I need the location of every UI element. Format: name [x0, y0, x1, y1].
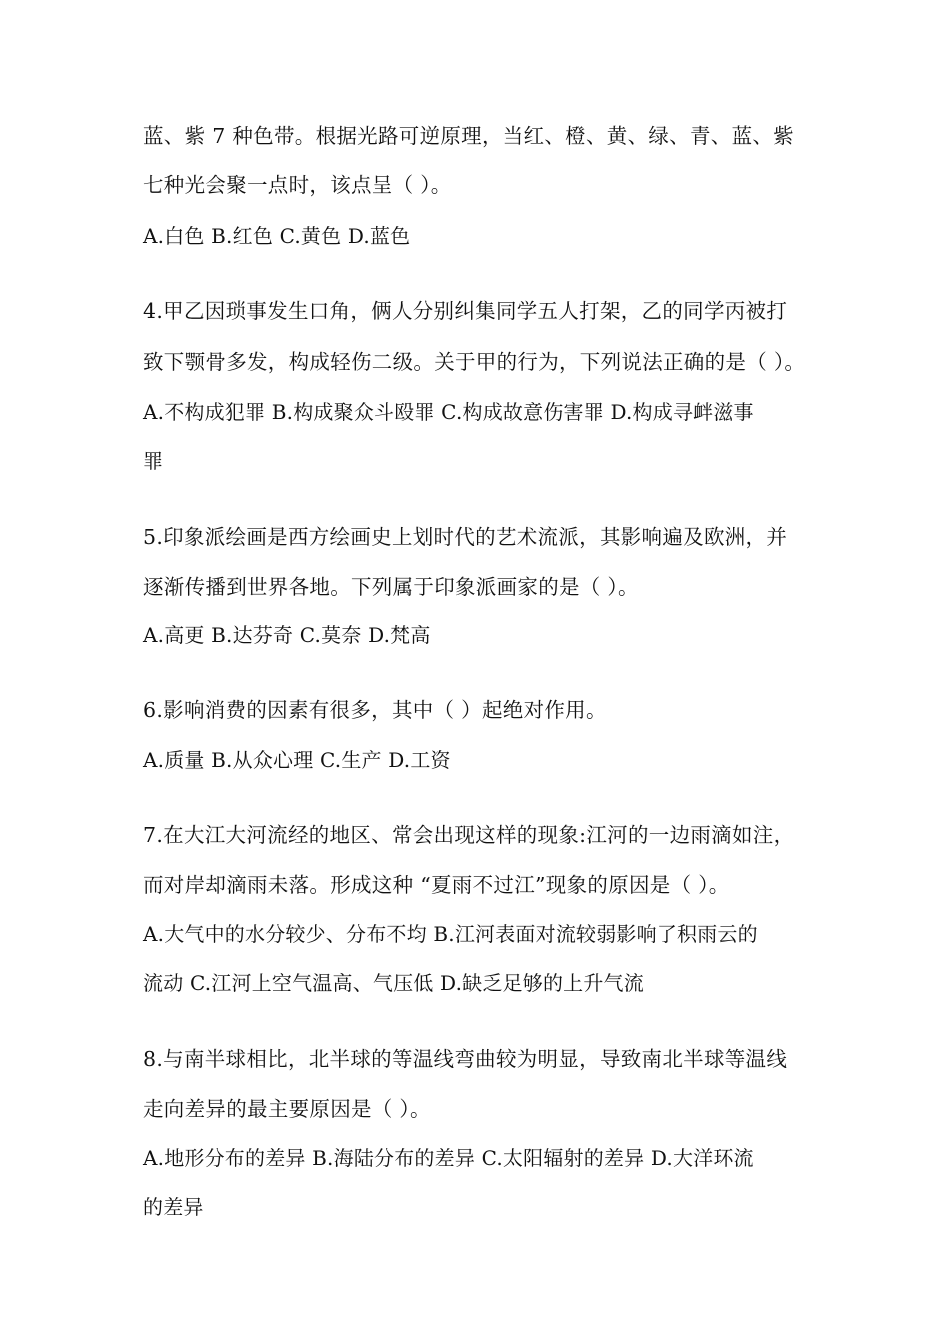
- question-3-options: A.白色 B.红色 C.黄色 D.蓝色: [143, 224, 411, 248]
- question-7-line-2: 而对岸却滴雨未落。形成这种 “夏雨不过江”现象的原因是（ ）。: [143, 873, 730, 897]
- question-5-line-1: 5.印象派绘画是西方绘画史上划时代的艺术流派，其影响遍及欧洲，并: [143, 525, 788, 549]
- question-7-options-line-2: 流动 C.江河上空气温高、气压低 D.缺乏足够的上升气流: [143, 971, 644, 995]
- question-6-line-1: 6.影响消费的因素有很多，其中（ ）起绝对作用。: [143, 698, 607, 722]
- question-4-options-line-1: A.不构成犯罪 B.构成聚众斗殴罪 C.构成故意伤害罪 D.构成寻衅滋事: [143, 400, 754, 424]
- question-5-options: A.高更 B.达芬奇 C.莫奈 D.梵高: [143, 623, 431, 647]
- question-3-line-2: 七种光会聚一点时，该点呈（ ）。: [143, 173, 452, 197]
- question-7-options-line-1: A.大气中的水分较少、分布不均 B.江河表面对流较弱影响了积雨云的: [143, 922, 758, 946]
- question-8-line-2: 走向差异的最主要原因是（ ）。: [143, 1097, 431, 1121]
- question-8-options-line-2: 的差异: [143, 1195, 204, 1219]
- question-4-line-2: 致下颚骨多发，构成轻伤二级。关于甲的行为，下列说法正确的是（ ）。: [143, 350, 806, 374]
- question-4-line-1: 4.甲乙因琐事发生口角，俩人分别纠集同学五人打架，乙的同学丙被打: [143, 299, 788, 323]
- question-7-line-1: 7.在大江大河流经的地区、常会出现这样的现象:江河的一边雨滴如注，: [143, 823, 795, 847]
- question-4-options-line-2: 罪: [143, 449, 164, 473]
- question-3-line-1: 蓝、紫 7 种色带。根据光路可逆原理，当红、橙、黄、绿、青、蓝、紫: [143, 124, 794, 148]
- question-6-options: A.质量 B.从众心理 C.生产 D.工资: [143, 748, 451, 772]
- question-5-line-2: 逐渐传播到世界各地。下列属于印象派画家的是（ ）。: [143, 575, 639, 599]
- question-8-line-1: 8.与南半球相比，北半球的等温线弯曲较为明显，导致南北半球等温线: [143, 1047, 788, 1071]
- question-8-options-line-1: A.地形分布的差异 B.海陆分布的差异 C.太阳辐射的差异 D.大洋环流: [143, 1146, 754, 1170]
